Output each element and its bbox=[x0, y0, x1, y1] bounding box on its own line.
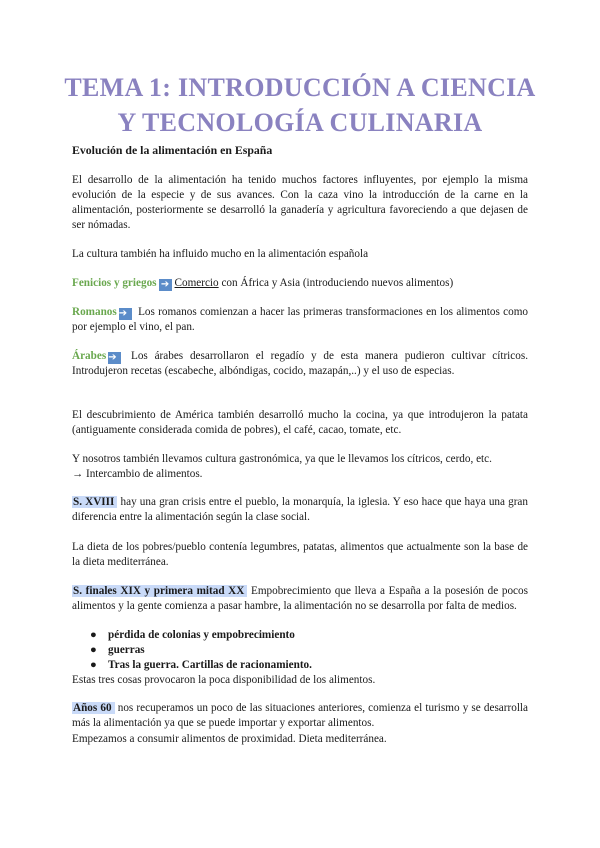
paragraph-final: Empezamos a consumir alimentos de proximidad. Dieta mediterránea. bbox=[72, 733, 387, 745]
arrow-right-icon: ➔ bbox=[119, 308, 132, 320]
paragraph-xviii bbox=[72, 495, 528, 525]
section-heading: Evolución de la alimentación en España bbox=[72, 143, 273, 157]
paragraph-dieta: La dieta de los pobres/pueblo contenía legumbres, patatas, alimentos que actualmente son la base de la dieta mediterránea. bbox=[72, 541, 528, 568]
list-item-text: pérdida de colonias y empobrecimiento bbox=[108, 629, 295, 641]
paragraph-nosotros: Y nosotros también llevamos cultura gastronómica, ya que le llevamos los cítricos, cerdo, etc. bbox=[72, 453, 492, 465]
paragraph-xix bbox=[72, 584, 528, 614]
paragraph-anos60 bbox=[72, 701, 528, 731]
list-item bbox=[72, 643, 528, 658]
comercio-link[interactable]: Comercio bbox=[174, 277, 219, 289]
bullet-icon: ● bbox=[90, 659, 97, 671]
list-item-text: guerras bbox=[108, 644, 145, 656]
xix-text: Empobrecimiento que lleva a España a la posesión de pocos alimentos y la gente comienza a pasar hambre, la alimentación no se desarrolla por falta de medios. bbox=[72, 585, 528, 612]
list-item-text: Tras la guerra. Cartillas de racionamiento. bbox=[108, 659, 312, 671]
bullet-icon: ● bbox=[90, 629, 97, 641]
page-title bbox=[60, 70, 540, 140]
title-line-1: TEMA 1: INTRODUCCIÓN A CIENCIA bbox=[64, 73, 536, 102]
xviii-label: S. XVIII bbox=[72, 496, 117, 508]
arrow-right-icon: ➔ bbox=[159, 279, 172, 291]
bullet-icon: ● bbox=[90, 644, 97, 656]
xviii-text: hay una gran crisis entre el pueblo, la monarquía, la iglesia. Y eso hace que haya una gran diferencia entre la alimentación según la clase social. bbox=[72, 496, 528, 523]
fenicios-label: Fenicios y griegos bbox=[72, 277, 157, 289]
paragraph-romanos bbox=[72, 305, 528, 335]
anos60-label: Años 60 bbox=[72, 702, 115, 714]
paragraph-tres-cosas: Estas tres cosas provocaron la poca disponibilidad de los alimentos. bbox=[72, 674, 376, 686]
romanos-label: Romanos bbox=[72, 306, 117, 318]
romanos-text: Los romanos comienzan a hacer las primeras transformaciones en los alimentos como por ejemplo el vino, el pan. bbox=[72, 306, 528, 333]
title-line-2: Y TECNOLOGÍA CULINARIA bbox=[117, 108, 483, 137]
arabes-text: Los árabes desarrollaron el regadío y de esta manera pudieron cultivar cítricos. Introdujeron recetas (escabeche, albóndigas, cocido, mazapán,..) y el uso de especias. bbox=[72, 350, 528, 377]
anos60-text: nos recuperamos un poco de las situaciones anteriores, comienza el turismo y se desarrolla más la alimentación ya que se puede importar y exportar alimentos. bbox=[72, 702, 528, 729]
paragraph-america: El descubrimiento de América también desarrolló mucho la cocina, ya que introdujeron la patata (antiguamente considerada comida de pobres), el café, cacao, tomate, etc. bbox=[72, 409, 528, 436]
arrow-right-icon: ➔ bbox=[108, 352, 121, 364]
list-item bbox=[72, 658, 528, 673]
arabes-label: Árabes bbox=[72, 350, 107, 362]
fenicios-text: con África y Asia (introduciendo nuevos alimentos) bbox=[218, 277, 454, 289]
list-item bbox=[72, 628, 528, 643]
paragraph-arabes bbox=[72, 349, 528, 379]
paragraph-intercambio: → Intercambio de alimentos. bbox=[72, 468, 203, 480]
causes-list bbox=[72, 628, 528, 673]
paragraph-cultura: La cultura también ha influido mucho en la alimentación española bbox=[72, 248, 369, 260]
xix-label: S. finales XIX y primera mitad XX bbox=[72, 585, 247, 597]
paragraph-intro: El desarrollo de la alimentación ha tenido muchos factores influyentes, por ejemplo la misma evolución de la especie y de sus avances. Con la caza vino la introducción de la carne en la alimentación, posteriormente se desarrolló la ganadería y agricultura favoreciendo a que dejasen de ser nómadas. bbox=[72, 174, 528, 231]
paragraph-fenicios bbox=[72, 276, 528, 291]
